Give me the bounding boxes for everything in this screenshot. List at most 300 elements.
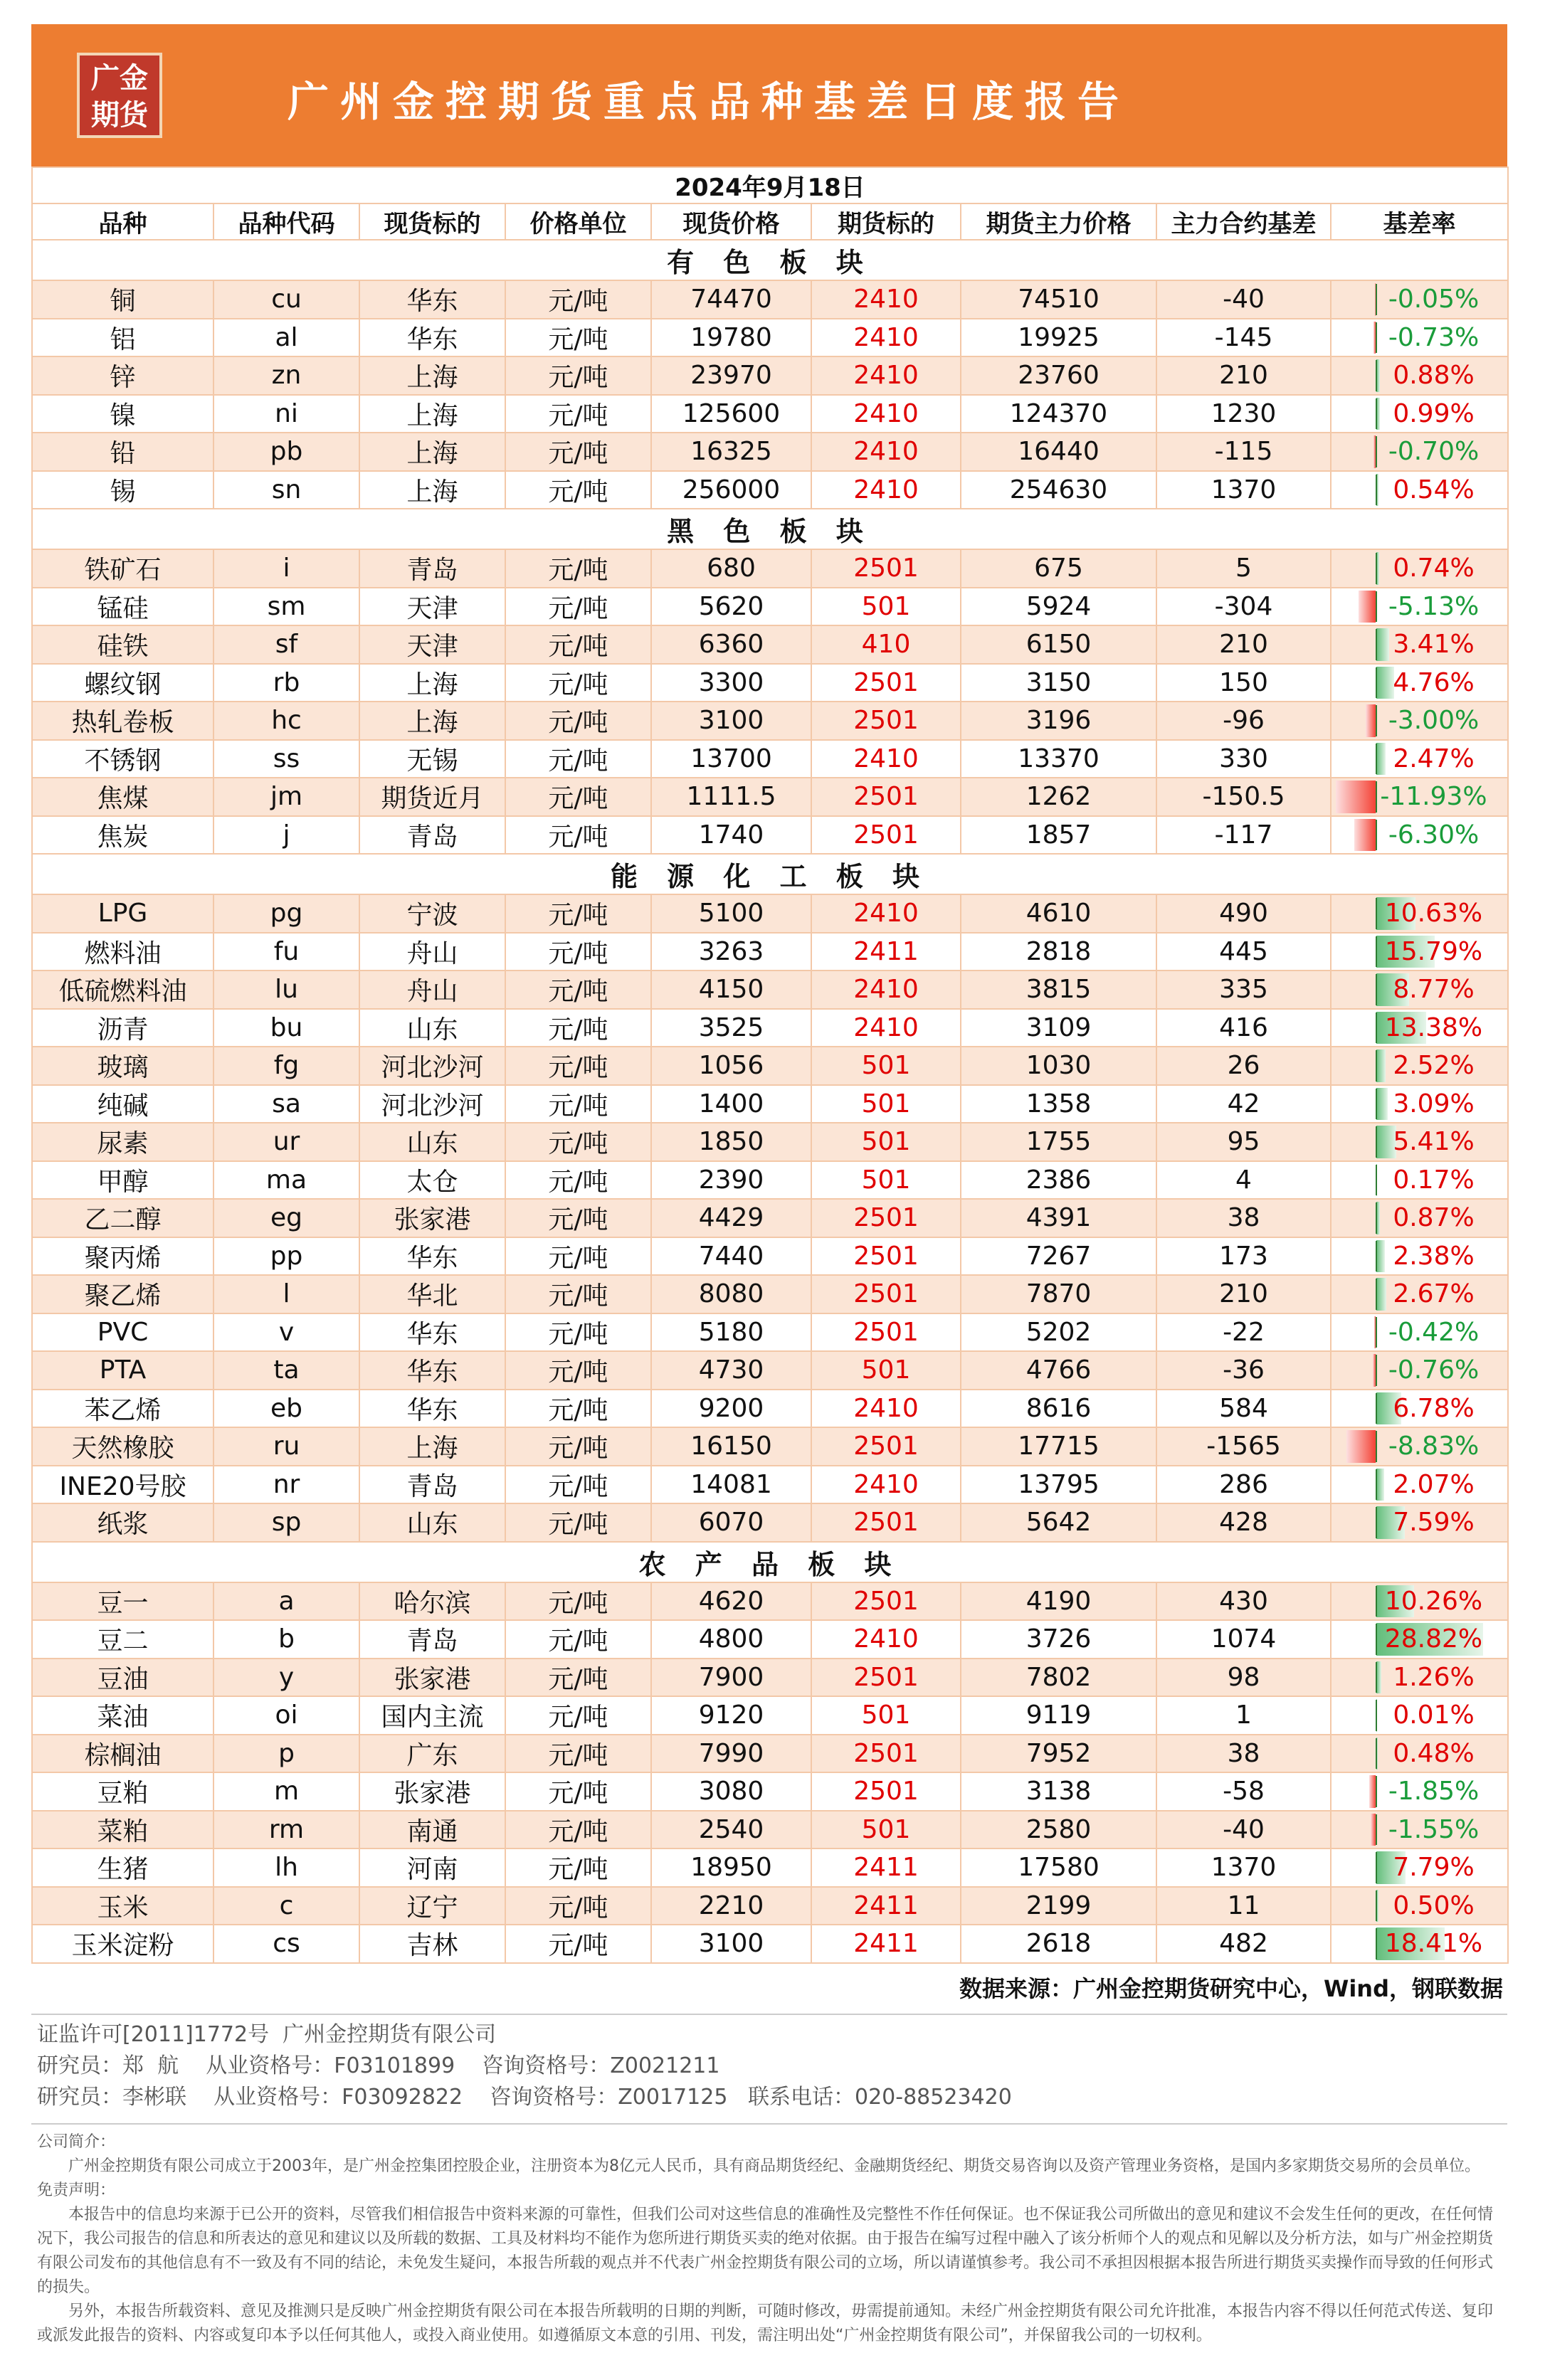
basis-value: 430 <box>1156 1582 1331 1621</box>
spot-location: 宁波 <box>359 894 505 933</box>
basis-rate-cell <box>1331 356 1508 395</box>
price-unit: 元/吨 <box>505 1275 651 1313</box>
price-unit: 元/吨 <box>505 471 651 509</box>
basis-value: 428 <box>1156 1503 1331 1542</box>
futures-contract: 2501 <box>811 1503 961 1542</box>
price-unit: 元/吨 <box>505 740 651 778</box>
spot-price: 4620 <box>651 1582 811 1621</box>
futures-price: 6150 <box>961 625 1156 664</box>
variety-code: c <box>213 1887 359 1925</box>
rate-value: 2.47% <box>1393 744 1475 773</box>
futures-price: 1030 <box>961 1047 1156 1085</box>
spot-price: 680 <box>651 549 811 588</box>
futures-price: 254630 <box>961 471 1156 509</box>
col-header: 现货标的 <box>359 203 505 240</box>
basis-rate-cell <box>1331 1085 1508 1123</box>
spot-location: 广东 <box>359 1735 505 1773</box>
price-unit: 元/吨 <box>505 1735 651 1773</box>
disclaimer-text-2: 另外，本报告所载资料、意见及推测只是反映广州金控期货有限公司在本报告所载明的日期的判断，可随时修改，毋需提前通知。未经广州金控期货有限公司允许批准，本报告内容不得以任何范式传送、复印或派发此报告的资料、内容或复印本予以任何其他人，或投入商业使用。如遵循原文本意的引用、刊发，需注明出处“广州金控期货有限公司”，并保留我公司的一切权利。 <box>37 2302 1494 2344</box>
futures-contract: 501 <box>811 1047 961 1085</box>
futures-contract: 2501 <box>811 702 961 740</box>
rate-value: -11.93% <box>1380 782 1487 812</box>
price-unit: 元/吨 <box>505 1582 651 1621</box>
table-row <box>32 1085 1508 1123</box>
futures-price: 3726 <box>961 1620 1156 1659</box>
futures-price: 5642 <box>961 1503 1156 1542</box>
rate-value: 10.26% <box>1384 1586 1483 1616</box>
basis-rate-cell <box>1331 1659 1508 1697</box>
spot-price: 23970 <box>651 356 811 395</box>
futures-price: 4190 <box>961 1582 1156 1621</box>
futures-price: 7870 <box>961 1275 1156 1313</box>
variety-code: eg <box>213 1199 359 1237</box>
basis-rate-cell <box>1331 1466 1508 1504</box>
futures-contract: 501 <box>811 1161 961 1200</box>
variety-name: 铝 <box>32 319 213 357</box>
spot-location: 华东 <box>359 1351 505 1390</box>
basis-value: 1074 <box>1156 1620 1331 1659</box>
table-row <box>32 1275 1508 1313</box>
futures-contract: 2501 <box>811 1237 961 1276</box>
rate-value: 3.41% <box>1393 630 1475 660</box>
variety-code: sf <box>213 625 359 664</box>
futures-price: 3196 <box>961 702 1156 740</box>
basis-rate-cell <box>1331 1772 1508 1811</box>
rate-value: -6.30% <box>1388 820 1480 850</box>
variety-name: 燃料油 <box>32 933 213 971</box>
price-unit: 元/吨 <box>505 1390 651 1428</box>
spot-location: 上海 <box>359 471 505 509</box>
spot-location: 天津 <box>359 588 505 626</box>
variety-name: PTA <box>32 1351 213 1390</box>
futures-price: 2199 <box>961 1887 1156 1925</box>
futures-contract: 2410 <box>811 1466 961 1504</box>
variety-code: p <box>213 1735 359 1773</box>
variety-code: rb <box>213 664 359 702</box>
table-row <box>32 1887 1508 1925</box>
table-row <box>32 933 1508 971</box>
spot-price: 6070 <box>651 1503 811 1542</box>
futures-contract: 2410 <box>811 471 961 509</box>
table-row <box>32 1199 1508 1237</box>
spot-price: 1740 <box>651 816 811 855</box>
table-row <box>32 1620 1508 1659</box>
price-unit: 元/吨 <box>505 1925 651 1963</box>
price-unit: 元/吨 <box>505 433 651 471</box>
spot-price: 5180 <box>651 1313 811 1352</box>
basis-table <box>31 166 1509 1964</box>
futures-contract: 2410 <box>811 970 961 1009</box>
spot-location: 上海 <box>359 433 505 471</box>
variety-code: pb <box>213 433 359 471</box>
futures-contract: 501 <box>811 1696 961 1735</box>
futures-contract: 2411 <box>811 1887 961 1925</box>
futures-contract: 2501 <box>811 1275 961 1313</box>
variety-code: ma <box>213 1161 359 1200</box>
table-row <box>32 1925 1508 1963</box>
rate-value: 0.48% <box>1393 1738 1475 1768</box>
price-unit: 元/吨 <box>505 1887 651 1925</box>
price-unit: 元/吨 <box>505 280 651 319</box>
basis-rate-cell <box>1331 1427 1508 1466</box>
variety-name: 铅 <box>32 433 213 471</box>
variety-name: 菜油 <box>32 1696 213 1735</box>
basis-rate-cell <box>1331 1503 1508 1542</box>
spot-price: 14081 <box>651 1466 811 1504</box>
basis-rate-cell <box>1331 1735 1508 1773</box>
basis-rate-cell <box>1331 1351 1508 1390</box>
basis-rate-cell <box>1331 894 1508 933</box>
spot-location: 青岛 <box>359 816 505 855</box>
variety-name: 玻璃 <box>32 1047 213 1085</box>
rate-value: 7.79% <box>1393 1853 1475 1883</box>
basis-rate-cell <box>1331 549 1508 588</box>
table-row <box>32 1849 1508 1887</box>
spot-location: 华东 <box>359 1313 505 1352</box>
futures-contract: 2501 <box>811 1772 961 1811</box>
basis-value: -117 <box>1156 816 1331 855</box>
basis-value: 1 <box>1156 1696 1331 1735</box>
rate-value: 10.63% <box>1384 899 1483 929</box>
futures-price: 13795 <box>961 1466 1156 1504</box>
basis-value: 1230 <box>1156 395 1331 433</box>
futures-contract: 2501 <box>811 1313 961 1352</box>
futures-price: 124370 <box>961 395 1156 433</box>
spot-location: 华东 <box>359 1390 505 1428</box>
variety-code: nr <box>213 1466 359 1504</box>
variety-name: 硅铁 <box>32 625 213 664</box>
basis-rate-cell <box>1331 1237 1508 1276</box>
futures-price: 4391 <box>961 1199 1156 1237</box>
variety-code: oi <box>213 1696 359 1735</box>
spot-price: 1111.5 <box>651 778 811 816</box>
spot-price: 16325 <box>651 433 811 471</box>
spot-price: 5100 <box>651 894 811 933</box>
futures-contract: 501 <box>811 1123 961 1161</box>
table-row <box>32 970 1508 1009</box>
table-row <box>32 471 1508 509</box>
futures-contract: 2410 <box>811 319 961 357</box>
spot-location: 上海 <box>359 356 505 395</box>
futures-price: 5202 <box>961 1313 1156 1352</box>
section-header-row <box>32 509 1508 549</box>
table-row <box>32 778 1508 816</box>
variety-code: cs <box>213 1925 359 1963</box>
spot-location: 上海 <box>359 1427 505 1466</box>
footer-info <box>31 2014 1507 2117</box>
rate-value: 28.82% <box>1384 1624 1483 1654</box>
rate-value: 2.07% <box>1393 1469 1475 1499</box>
price-unit: 元/吨 <box>505 1620 651 1659</box>
variety-code: m <box>213 1772 359 1811</box>
col-header: 品种 <box>32 203 213 240</box>
futures-price: 4766 <box>961 1351 1156 1390</box>
variety-name: INE20号胶 <box>32 1466 213 1504</box>
variety-name: 甲醇 <box>32 1161 213 1200</box>
price-unit: 元/吨 <box>505 1313 651 1352</box>
rate-value: 0.17% <box>1393 1165 1475 1195</box>
rate-value: 7.59% <box>1393 1508 1475 1538</box>
rate-value: 5.41% <box>1393 1127 1475 1157</box>
spot-price: 74470 <box>651 280 811 319</box>
futures-contract: 2410 <box>811 894 961 933</box>
futures-price: 1262 <box>961 778 1156 816</box>
variety-name: 沥青 <box>32 1009 213 1047</box>
variety-code: cu <box>213 280 359 319</box>
basis-value: 210 <box>1156 625 1331 664</box>
rate-value: 2.38% <box>1393 1241 1475 1271</box>
basis-rate-cell <box>1331 1811 1508 1849</box>
basis-value: -58 <box>1156 1772 1331 1811</box>
basis-rate-cell <box>1331 1620 1508 1659</box>
disclaimer-block <box>31 2123 1507 2354</box>
report-header <box>31 24 1507 166</box>
spot-location: 张家港 <box>359 1659 505 1697</box>
variety-code: v <box>213 1313 359 1352</box>
price-unit: 元/吨 <box>505 1161 651 1200</box>
report-title: 广州金控期货重点品种基差日度报告 <box>288 78 1131 126</box>
table-row <box>32 1161 1508 1200</box>
basis-rate-cell <box>1331 1925 1508 1963</box>
basis-value: -150.5 <box>1156 778 1331 816</box>
table-row <box>32 395 1508 433</box>
section-header-row <box>32 240 1508 280</box>
basis-value: 5 <box>1156 549 1331 588</box>
table-row <box>32 1772 1508 1811</box>
spot-location: 山东 <box>359 1503 505 1542</box>
table-row <box>32 356 1508 395</box>
rate-value: 0.54% <box>1393 475 1475 504</box>
basis-value: -145 <box>1156 319 1331 357</box>
basis-value: 210 <box>1156 1275 1331 1313</box>
basis-value: 286 <box>1156 1466 1331 1504</box>
spot-location: 青岛 <box>359 549 505 588</box>
variety-code: eb <box>213 1390 359 1428</box>
basis-rate-cell <box>1331 933 1508 971</box>
variety-code: y <box>213 1659 359 1697</box>
spot-price: 2540 <box>651 1811 811 1849</box>
table-row <box>32 1009 1508 1047</box>
basis-rate-cell <box>1331 433 1508 471</box>
basis-rate-cell <box>1331 319 1508 357</box>
variety-code: ss <box>213 740 359 778</box>
basis-value: 42 <box>1156 1085 1331 1123</box>
price-unit: 元/吨 <box>505 702 651 740</box>
variety-name: 锌 <box>32 356 213 395</box>
researcher-line-2: 研究员：李彬联 从业资格号：F03092822 咨询资格号：Z0017125 联系电话：020-88523420 <box>37 2084 1012 2110</box>
variety-name: 菜粕 <box>32 1811 213 1849</box>
table-row <box>32 1351 1508 1390</box>
variety-name: 热轧卷板 <box>32 702 213 740</box>
price-unit: 元/吨 <box>505 1009 651 1047</box>
futures-contract: 501 <box>811 1811 961 1849</box>
spot-price: 7990 <box>651 1735 811 1773</box>
table-row <box>32 1237 1508 1276</box>
basis-value: 11 <box>1156 1887 1331 1925</box>
basis-rate-cell <box>1331 1313 1508 1352</box>
table-row <box>32 1047 1508 1085</box>
price-unit: 元/吨 <box>505 356 651 395</box>
futures-contract: 2410 <box>811 356 961 395</box>
rate-value: 6.78% <box>1393 1393 1475 1423</box>
basis-value: 1370 <box>1156 1849 1331 1887</box>
variety-name: 螺纹钢 <box>32 664 213 702</box>
spot-location: 天津 <box>359 625 505 664</box>
rate-value: 0.87% <box>1393 1203 1475 1233</box>
table-row <box>32 1466 1508 1504</box>
section-header-row <box>32 1542 1508 1582</box>
variety-name: 锰硅 <box>32 588 213 626</box>
basis-value: -36 <box>1156 1351 1331 1390</box>
futures-price: 17580 <box>961 1849 1156 1887</box>
section-title: 有 色 板 块 <box>32 240 1508 280</box>
basis-value: 416 <box>1156 1009 1331 1047</box>
spot-price: 3100 <box>651 1925 811 1963</box>
futures-price: 74510 <box>961 280 1156 319</box>
futures-price: 3138 <box>961 1772 1156 1811</box>
spot-price: 16150 <box>651 1427 811 1466</box>
basis-value: 445 <box>1156 933 1331 971</box>
spot-price: 13700 <box>651 740 811 778</box>
price-unit: 元/吨 <box>505 1772 651 1811</box>
futures-price: 9119 <box>961 1696 1156 1735</box>
futures-contract: 2410 <box>811 1009 961 1047</box>
futures-price: 8616 <box>961 1390 1156 1428</box>
futures-contract: 2411 <box>811 1925 961 1963</box>
basis-value: 330 <box>1156 740 1331 778</box>
futures-price: 3815 <box>961 970 1156 1009</box>
variety-code: a <box>213 1582 359 1621</box>
rate-value: 0.88% <box>1393 361 1475 391</box>
spot-price: 9120 <box>651 1696 811 1735</box>
variety-name: 铜 <box>32 280 213 319</box>
spot-location: 吉林 <box>359 1925 505 1963</box>
rate-value: -0.42% <box>1388 1317 1480 1347</box>
variety-name: 豆二 <box>32 1620 213 1659</box>
variety-name: 棕榈油 <box>32 1735 213 1773</box>
basis-rate-cell <box>1331 1275 1508 1313</box>
price-unit: 元/吨 <box>505 1811 651 1849</box>
table-row <box>32 816 1508 855</box>
variety-code: l <box>213 1275 359 1313</box>
col-header: 主力合约基差 <box>1156 203 1331 240</box>
spot-location: 上海 <box>359 395 505 433</box>
futures-price: 675 <box>961 549 1156 588</box>
price-unit: 元/吨 <box>505 816 651 855</box>
basis-rate-cell <box>1331 740 1508 778</box>
variety-name: 纸浆 <box>32 1503 213 1542</box>
rate-value: 3.09% <box>1393 1089 1475 1118</box>
futures-price: 4610 <box>961 894 1156 933</box>
futures-contract: 2410 <box>811 740 961 778</box>
basis-value: 38 <box>1156 1199 1331 1237</box>
price-unit: 元/吨 <box>505 1047 651 1085</box>
spot-price: 3263 <box>651 933 811 971</box>
basis-value: 95 <box>1156 1123 1331 1161</box>
spot-location: 青岛 <box>359 1620 505 1659</box>
futures-price: 7267 <box>961 1237 1156 1276</box>
price-unit: 元/吨 <box>505 1659 651 1697</box>
spot-price: 4150 <box>651 970 811 1009</box>
price-unit: 元/吨 <box>505 588 651 626</box>
rate-value: 2.67% <box>1393 1279 1475 1309</box>
spot-location: 太仓 <box>359 1161 505 1200</box>
price-unit: 元/吨 <box>505 1199 651 1237</box>
rate-value: 0.01% <box>1393 1701 1475 1730</box>
price-unit: 元/吨 <box>505 1123 651 1161</box>
report-frame <box>31 24 1507 2354</box>
price-unit: 元/吨 <box>505 625 651 664</box>
basis-value: 210 <box>1156 356 1331 395</box>
futures-price: 5924 <box>961 588 1156 626</box>
variety-code: bu <box>213 1009 359 1047</box>
col-header: 期货主力价格 <box>961 203 1156 240</box>
futures-price: 2818 <box>961 933 1156 971</box>
rate-value: -8.83% <box>1388 1432 1480 1461</box>
spot-price: 9200 <box>651 1390 811 1428</box>
basis-rate-cell <box>1331 664 1508 702</box>
futures-price: 7802 <box>961 1659 1156 1697</box>
rate-value: 13.38% <box>1384 1012 1483 1042</box>
futures-contract: 2411 <box>811 1849 961 1887</box>
futures-contract: 2501 <box>811 1582 961 1621</box>
table-row <box>32 1503 1508 1542</box>
basis-value: 1370 <box>1156 471 1331 509</box>
basis-value: -1565 <box>1156 1427 1331 1466</box>
variety-code: lu <box>213 970 359 1009</box>
variety-name: 苯乙烯 <box>32 1390 213 1428</box>
variety-code: sa <box>213 1085 359 1123</box>
table-row <box>32 1582 1508 1621</box>
futures-price: 19925 <box>961 319 1156 357</box>
logo-line-2: 期货 <box>91 99 148 132</box>
spot-price: 3525 <box>651 1009 811 1047</box>
spot-location: 山东 <box>359 1123 505 1161</box>
spot-price: 4730 <box>651 1351 811 1390</box>
spot-price: 1400 <box>651 1085 811 1123</box>
basis-value: 38 <box>1156 1735 1331 1773</box>
variety-code: zn <box>213 356 359 395</box>
spot-location: 国内主流 <box>359 1696 505 1735</box>
price-unit: 元/吨 <box>505 395 651 433</box>
variety-name: LPG <box>32 894 213 933</box>
basis-value: -40 <box>1156 1811 1331 1849</box>
futures-price: 23760 <box>961 356 1156 395</box>
col-header: 品种代码 <box>213 203 359 240</box>
table-row <box>32 549 1508 588</box>
futures-contract: 501 <box>811 588 961 626</box>
variety-code: sp <box>213 1503 359 1542</box>
col-header: 基差率 <box>1331 203 1508 240</box>
section-title: 能 源 化 工 板 块 <box>32 854 1508 894</box>
basis-value: 26 <box>1156 1047 1331 1085</box>
variety-code: sn <box>213 471 359 509</box>
table-row <box>32 1123 1508 1161</box>
variety-name: 焦煤 <box>32 778 213 816</box>
table-row <box>32 740 1508 778</box>
basis-rate-cell <box>1331 471 1508 509</box>
spot-location: 上海 <box>359 702 505 740</box>
spot-location: 无锡 <box>359 740 505 778</box>
basis-rate-cell <box>1331 1887 1508 1925</box>
basis-value: 482 <box>1156 1925 1331 1963</box>
table-row <box>32 1659 1508 1697</box>
futures-contract: 2501 <box>811 778 961 816</box>
futures-contract: 501 <box>811 1351 961 1390</box>
spot-location: 华东 <box>359 1237 505 1276</box>
variety-name: 聚乙烯 <box>32 1275 213 1313</box>
spot-location: 上海 <box>359 664 505 702</box>
